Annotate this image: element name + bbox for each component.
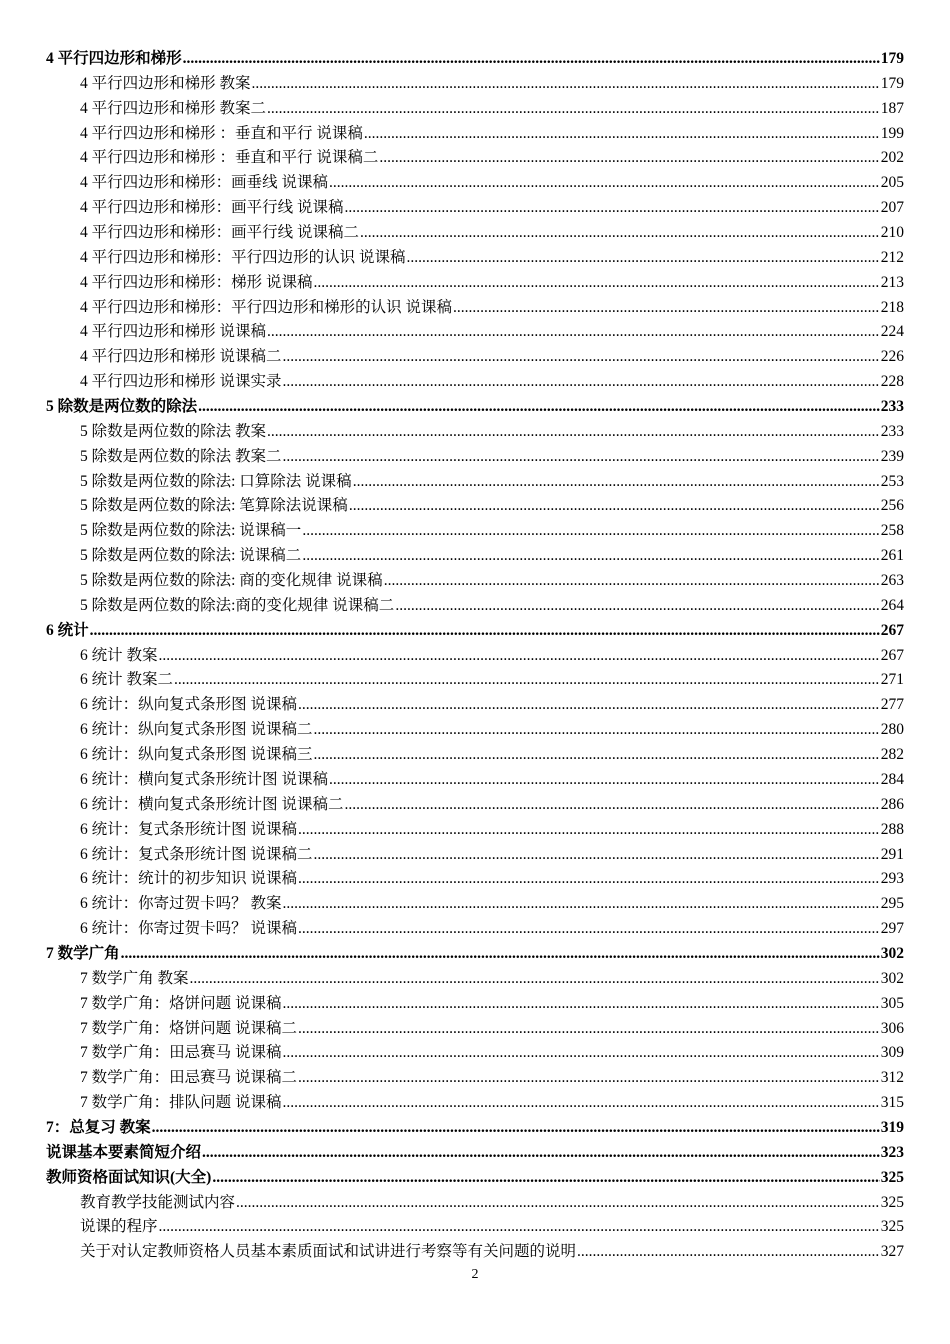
toc-entry[interactable] xyxy=(46,494,904,519)
dot-leader xyxy=(283,370,880,395)
toc-entry-title: 5 除数是两位数的除法 教案二 xyxy=(80,447,282,465)
toc-entry[interactable] xyxy=(46,1041,904,1066)
toc-entry[interactable] xyxy=(46,1017,904,1042)
dot-leader xyxy=(252,72,880,97)
toc-entry-page: 295 xyxy=(880,895,904,913)
dot-leader xyxy=(267,97,880,122)
dot-leader xyxy=(298,818,880,843)
dot-leader xyxy=(360,221,880,246)
dot-leader xyxy=(236,1191,880,1216)
toc-entry-title: 6 统计：纵向复式条形图 说课稿二 xyxy=(80,721,313,739)
toc-entry-title: 4 平行四边形和梯形 说课稿二 xyxy=(80,348,282,366)
toc-entry-title: 4 平行四边形和梯形：梯形 说课稿 xyxy=(80,273,313,291)
toc-entry-page: 256 xyxy=(880,497,904,515)
toc-entry-page: 224 xyxy=(880,323,904,341)
dot-leader xyxy=(267,320,880,345)
toc-entry-title: 6 统计：复式条形统计图 说课稿二 xyxy=(80,845,313,863)
toc-entry-title: 4 平行四边形和梯形 ：垂直和平行 说课稿 xyxy=(80,124,363,142)
toc-entry-title: 7 数学广角：排队问题 说课稿 xyxy=(80,1094,282,1112)
toc-entry-title: 教师资格面试知识(大全) xyxy=(46,1168,212,1186)
toc-section-entry[interactable] xyxy=(46,47,904,72)
toc-entry-title: 7 数学广角 教案 xyxy=(80,969,189,987)
toc-entry-title: 4 平行四边形和梯形 教案 xyxy=(80,74,251,92)
toc-entry-page: 288 xyxy=(880,820,904,838)
toc-entry[interactable] xyxy=(46,296,904,321)
toc-entry[interactable] xyxy=(46,544,904,569)
dot-leader xyxy=(298,867,880,892)
toc-entry-title: 5 除数是两位数的除法: 说课稿二 xyxy=(80,547,302,565)
toc-entry-title: 6 统计：统计的初步知识 说课稿 xyxy=(80,870,298,888)
toc-entry-title: 4 平行四边形和梯形 说课实录 xyxy=(80,373,282,391)
toc-entry-title: 4 平行四边形和梯形：画平行线 说课稿二 xyxy=(80,224,360,242)
toc-entry-page: 210 xyxy=(880,224,904,242)
toc-entry-title: 6 统计：你寄过贺卡吗？ 教案 xyxy=(80,895,282,913)
toc-entry-page: 179 xyxy=(880,50,904,67)
toc-entry-page: 284 xyxy=(880,770,904,788)
toc-entry[interactable] xyxy=(46,221,904,246)
toc-section-entry[interactable] xyxy=(46,1166,904,1191)
toc-section-entry[interactable] xyxy=(46,619,904,644)
toc-entry-page: 277 xyxy=(880,696,904,714)
toc-entry[interactable] xyxy=(46,196,904,221)
toc-entry[interactable] xyxy=(46,668,904,693)
toc-entry-page: 218 xyxy=(880,298,904,316)
dot-leader xyxy=(453,296,880,321)
toc-entry-title: 6 统计：复式条形统计图 说课稿 xyxy=(80,820,298,838)
toc-entry[interactable] xyxy=(46,818,904,843)
dot-leader xyxy=(298,1017,880,1042)
toc-entry[interactable] xyxy=(46,992,904,1017)
dot-leader xyxy=(349,494,880,519)
toc-entry[interactable] xyxy=(46,644,904,669)
table-of-contents xyxy=(46,47,904,1265)
toc-entry-page: 302 xyxy=(880,944,904,962)
toc-section-entry[interactable] xyxy=(46,1116,904,1141)
toc-entry-title: 4 平行四边形和梯形 ：垂直和平行 说课稿二 xyxy=(80,149,379,167)
dot-leader xyxy=(212,1166,879,1191)
toc-entry-page: 293 xyxy=(880,870,904,888)
toc-entry-title: 6 统计：纵向复式条形图 说课稿三 xyxy=(80,746,313,764)
toc-entry[interactable] xyxy=(46,867,904,892)
toc-entry[interactable] xyxy=(46,594,904,619)
toc-entry[interactable] xyxy=(46,1215,904,1240)
toc-entry-title: 5 除数是两位数的除法 教案 xyxy=(80,422,267,440)
toc-section-entry[interactable] xyxy=(46,395,904,420)
toc-entry-title: 4 平行四边形和梯形 教案二 xyxy=(80,99,267,117)
toc-entry[interactable] xyxy=(46,97,904,122)
toc-entry-page: 306 xyxy=(880,1019,904,1037)
dot-leader xyxy=(198,395,880,420)
toc-entry[interactable] xyxy=(46,171,904,196)
toc-entry-title: 6 统计 教案 xyxy=(80,646,158,664)
toc-entry[interactable] xyxy=(46,967,904,992)
toc-entry-title: 5 除数是两位数的除法 xyxy=(46,398,198,416)
toc-entry[interactable] xyxy=(46,569,904,594)
toc-entry[interactable] xyxy=(46,320,904,345)
toc-entry-title: 6 统计：纵向复式条形图 说课稿 xyxy=(80,696,298,714)
toc-entry[interactable] xyxy=(46,718,904,743)
dot-leader xyxy=(183,47,880,72)
dot-leader xyxy=(314,271,880,296)
toc-entry-page: 315 xyxy=(880,1094,904,1112)
toc-entry[interactable] xyxy=(46,1066,904,1091)
toc-entry-title: 6 统计 教案二 xyxy=(80,671,174,689)
dot-leader xyxy=(298,1066,880,1091)
toc-entry[interactable] xyxy=(46,793,904,818)
toc-entry-page: 263 xyxy=(880,572,904,590)
toc-entry[interactable] xyxy=(46,743,904,768)
toc-entry-title: 7 数学广角：烙饼问题 说课稿 xyxy=(80,994,282,1012)
dot-leader xyxy=(395,594,879,619)
toc-entry[interactable] xyxy=(46,843,904,868)
toc-entry-page: 264 xyxy=(880,596,904,614)
dot-leader xyxy=(283,1091,880,1116)
toc-entry-title: 5 除数是两位数的除法: 说课稿一 xyxy=(80,522,302,540)
dot-leader xyxy=(283,345,880,370)
toc-entry[interactable] xyxy=(46,445,904,470)
dot-leader xyxy=(283,992,880,1017)
dot-leader xyxy=(202,1141,880,1166)
toc-entry-title: 关于对认定教师资格人员基本素质面试和试讲进行考察等有关问题的说明 xyxy=(80,1243,577,1261)
toc-entry[interactable] xyxy=(46,1240,904,1265)
dot-leader xyxy=(407,246,880,271)
toc-entry-page: 323 xyxy=(880,1143,904,1161)
toc-entry-title: 4 平行四边形和梯形：画平行线 说课稿 xyxy=(80,199,344,217)
toc-entry-page: 258 xyxy=(880,522,904,540)
toc-entry[interactable] xyxy=(46,917,904,942)
toc-entry-title: 5 除数是两位数的除法: 商的变化规律 说课稿 xyxy=(80,572,383,590)
toc-entry[interactable] xyxy=(46,693,904,718)
toc-entry-page: 228 xyxy=(880,373,904,391)
dot-leader xyxy=(298,693,880,718)
toc-entry[interactable] xyxy=(46,122,904,147)
dot-leader xyxy=(353,470,880,495)
toc-entry-page: 325 xyxy=(880,1193,904,1211)
toc-entry-title: 7 数学广角：田忌赛马 说课稿二 xyxy=(80,1069,298,1087)
toc-entry-page: 199 xyxy=(880,124,904,142)
toc-entry-page: 233 xyxy=(880,398,904,416)
toc-entry-page: 319 xyxy=(880,1118,904,1136)
dot-leader xyxy=(283,445,880,470)
toc-entry[interactable] xyxy=(46,271,904,296)
dot-leader xyxy=(329,171,880,196)
toc-entry[interactable] xyxy=(46,345,904,370)
toc-entry-page: 309 xyxy=(880,1044,904,1062)
toc-section-entry[interactable] xyxy=(46,1141,904,1166)
dot-leader xyxy=(190,967,880,992)
toc-entry[interactable] xyxy=(46,246,904,271)
toc-entry-title: 7：总复习 教案 xyxy=(46,1118,151,1136)
toc-entry-title: 7 数学广角：田忌赛马 说课稿 xyxy=(80,1044,282,1062)
dot-leader xyxy=(345,793,880,818)
toc-entry-page: 233 xyxy=(880,422,904,440)
toc-entry-title: 6 统计：你寄过贺卡吗？ 说课稿 xyxy=(80,920,298,938)
dot-leader xyxy=(121,942,880,967)
toc-entry[interactable] xyxy=(46,72,904,97)
toc-entry-page: 327 xyxy=(880,1243,904,1261)
toc-entry[interactable] xyxy=(46,146,904,171)
toc-entry-page: 325 xyxy=(880,1218,904,1236)
toc-entry[interactable] xyxy=(46,892,904,917)
toc-entry-page: 179 xyxy=(880,74,904,92)
toc-entry-title: 6 统计：横向复式条形统计图 说课稿二 xyxy=(80,795,344,813)
toc-entry[interactable] xyxy=(46,1191,904,1216)
dot-leader xyxy=(577,1240,880,1265)
toc-entry-title: 6 统计：横向复式条形统计图 说课稿 xyxy=(80,770,329,788)
toc-section-entry[interactable] xyxy=(46,942,904,967)
toc-entry-page: 312 xyxy=(880,1069,904,1087)
toc-entry-page: 261 xyxy=(880,547,904,565)
toc-entry[interactable] xyxy=(46,519,904,544)
toc-entry-title: 教育教学技能测试内容 xyxy=(80,1193,236,1211)
toc-entry-page: 205 xyxy=(880,174,904,192)
dot-leader xyxy=(379,146,879,171)
toc-entry[interactable] xyxy=(46,420,904,445)
toc-entry-title: 4 平行四边形和梯形：画垂线 说课稿 xyxy=(80,174,329,192)
dot-leader xyxy=(384,569,880,594)
dot-leader xyxy=(314,843,880,868)
toc-entry-page: 271 xyxy=(880,671,904,689)
toc-entry-page: 297 xyxy=(880,920,904,938)
dot-leader xyxy=(174,668,880,693)
toc-entry-page: 212 xyxy=(880,248,904,266)
dot-leader xyxy=(159,644,880,669)
dot-leader xyxy=(302,519,879,544)
dot-leader xyxy=(298,917,880,942)
dot-leader xyxy=(364,122,880,147)
dot-leader xyxy=(345,196,880,221)
toc-entry-page: 302 xyxy=(880,969,904,987)
dot-leader xyxy=(90,619,880,644)
toc-entry-page: 239 xyxy=(880,447,904,465)
toc-entry-title: 7 数学广角 xyxy=(46,944,120,962)
toc-entry-title: 4 平行四边形和梯形：平行四边形和梯形的认识 说课稿 xyxy=(80,298,453,316)
toc-entry-page: 213 xyxy=(880,273,904,291)
dot-leader xyxy=(283,1041,880,1066)
toc-entry-title: 5 除数是两位数的除法: 笔算除法说课稿 xyxy=(80,497,348,515)
dot-leader xyxy=(329,768,880,793)
toc-entry[interactable] xyxy=(46,370,904,395)
toc-entry-title: 5 除数是两位数的除法: 口算除法 说课稿 xyxy=(80,472,352,490)
toc-entry-page: 253 xyxy=(880,472,904,490)
toc-entry-page: 267 xyxy=(880,621,904,639)
toc-entry[interactable] xyxy=(46,768,904,793)
toc-entry-title: 4 平行四边形和梯形：平行四边形的认识 说课稿 xyxy=(80,248,406,266)
dot-leader xyxy=(314,743,880,768)
toc-entry-title: 6 统计 xyxy=(46,621,89,639)
toc-entry[interactable] xyxy=(46,1091,904,1116)
toc-entry-page: 226 xyxy=(880,348,904,366)
dot-leader xyxy=(159,1215,880,1240)
dot-leader xyxy=(283,892,880,917)
toc-entry-title: 说课的程序 xyxy=(80,1218,158,1236)
toc-entry-page: 267 xyxy=(880,646,904,664)
toc-entry-page: 286 xyxy=(880,795,904,813)
page-number: 2 xyxy=(471,1267,479,1282)
toc-entry-page: 280 xyxy=(880,721,904,739)
toc-entry-page: 305 xyxy=(880,994,904,1012)
toc-entry-title: 4 平行四边形和梯形 xyxy=(46,50,182,67)
dot-leader xyxy=(267,420,880,445)
toc-entry-title: 7 数学广角：烙饼问题 说课稿二 xyxy=(80,1019,298,1037)
dot-leader xyxy=(314,718,880,743)
toc-entry-title: 4 平行四边形和梯形 说课稿 xyxy=(80,323,267,341)
toc-entry-page: 282 xyxy=(880,746,904,764)
toc-entry-title: 5 除数是两位数的除法:商的变化规律 说课稿二 xyxy=(80,596,395,614)
dot-leader xyxy=(152,1116,880,1141)
toc-entry-page: 207 xyxy=(880,199,904,217)
dot-leader xyxy=(302,544,879,569)
toc-entry-page: 202 xyxy=(880,149,904,167)
toc-entry-page: 291 xyxy=(880,845,904,863)
toc-entry[interactable] xyxy=(46,470,904,495)
toc-entry-page: 187 xyxy=(880,99,904,117)
toc-entry-title: 说课基本要素简短介绍 xyxy=(46,1143,202,1161)
toc-entry-page: 325 xyxy=(880,1168,904,1186)
